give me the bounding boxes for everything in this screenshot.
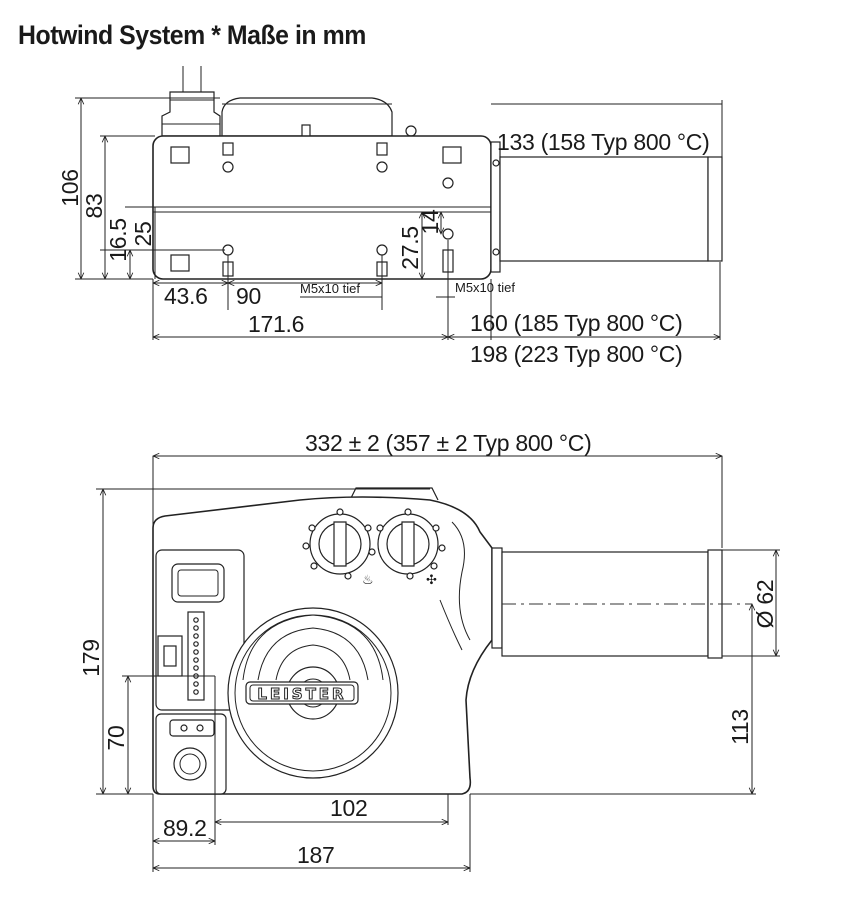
dim-187: 187 <box>297 842 335 868</box>
dim-106: 106 <box>57 169 83 207</box>
dim-25: 25 <box>130 221 156 247</box>
dim-160: 160 (185 Typ 800 °C) <box>470 310 683 336</box>
front-nozzle <box>492 548 752 658</box>
dim-113: 113 <box>727 709 753 745</box>
fan-symbol-icon: ✣ <box>426 572 437 587</box>
corner-foot <box>171 147 189 163</box>
page-title: Hotwind System * Maße in mm <box>18 20 366 50</box>
dim-83: 83 <box>81 193 107 219</box>
corner-foot <box>443 147 461 163</box>
dim-27-5: 27.5 <box>397 226 423 270</box>
dim-90: 90 <box>236 283 261 309</box>
cover-knob <box>406 126 416 136</box>
dim-133: 133 (158 Typ 800 °C) <box>497 129 710 155</box>
front-view <box>78 430 780 872</box>
dim-332: 332 ± 2 (357 ± 2 Typ 800 °C) <box>305 430 592 456</box>
dim-198: 198 (223 Typ 800 °C) <box>470 341 683 367</box>
brand-logo: LEISTER <box>257 685 347 703</box>
switch-slot <box>170 720 214 736</box>
dim-171-6: 171.6 <box>248 311 305 337</box>
thread-label-1: M5x10 tief <box>300 281 360 296</box>
dim-d62: Ø 62 <box>752 579 778 629</box>
corner-foot <box>171 255 189 271</box>
dim-89-2: 89.2 <box>163 815 207 841</box>
cable-inlet <box>174 748 206 780</box>
dim-102: 102 <box>330 795 368 821</box>
dim-70: 70 <box>103 725 129 751</box>
dim-179: 179 <box>78 639 104 677</box>
thread-label-2: M5x10 tief <box>455 280 515 295</box>
dim-16-5: 16.5 <box>105 218 131 262</box>
dim-14: 14 <box>417 209 443 235</box>
top-nozzle <box>491 142 722 272</box>
cable-gland <box>162 66 220 136</box>
fan-housing <box>228 608 398 778</box>
dim-43-6: 43.6 <box>164 283 208 309</box>
heat-symbol-icon: ♨ <box>362 572 374 587</box>
top-view <box>57 66 722 367</box>
